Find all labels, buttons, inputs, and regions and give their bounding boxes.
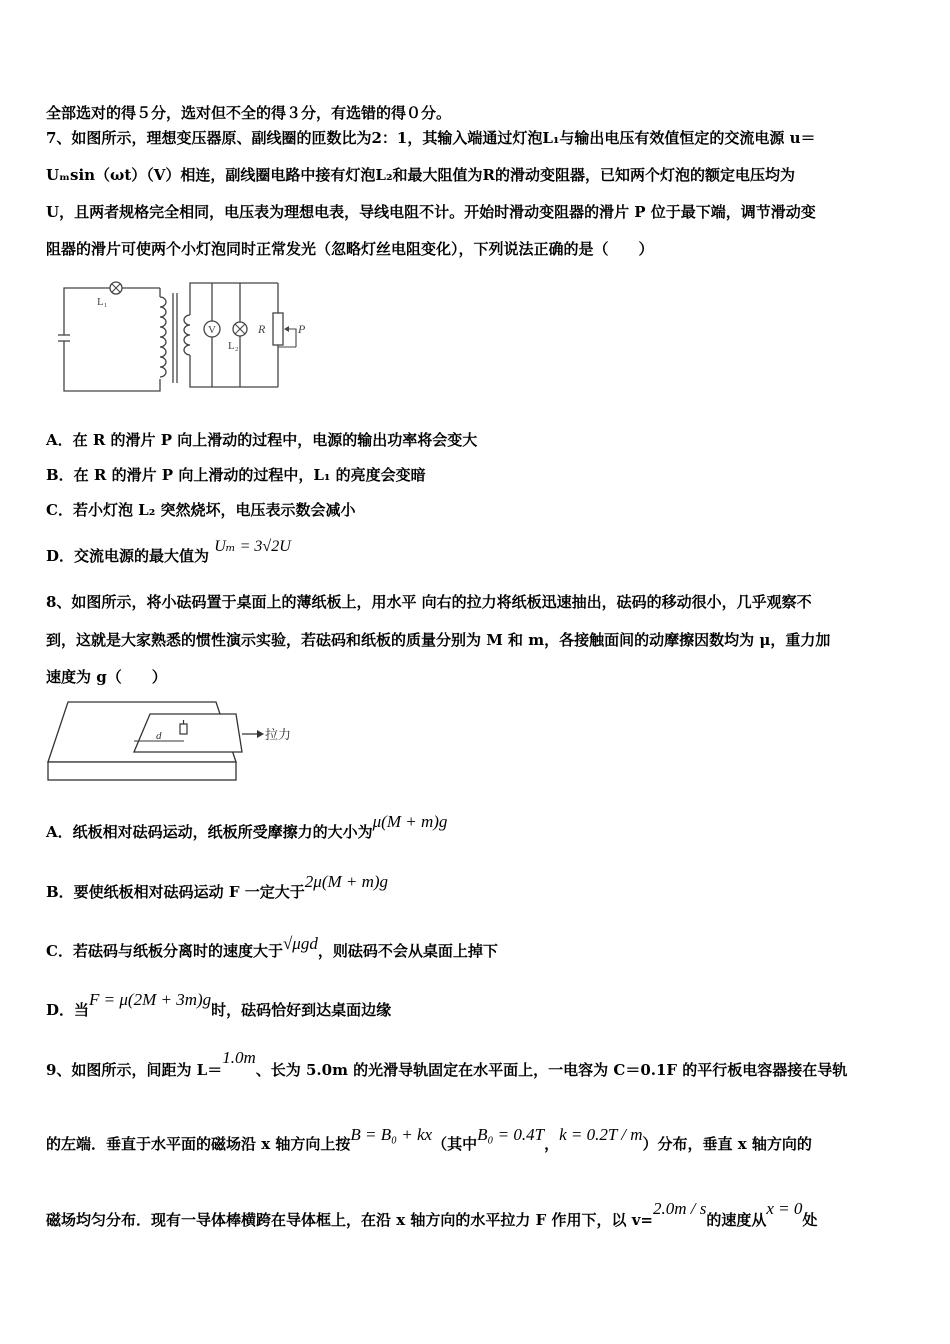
q7-line-2: Uₘsin（ωt）（V）相连，副线圈电路中接有灯泡L₂和最大阻值为R的滑动变阻器，已知两个灯泡的额定电压均为 — [46, 166, 795, 184]
q7-line-4: 阻器的滑片可使两个小灯泡同时正常发光（忽略灯丝电阻变化），下列说法正确的是（ ） — [46, 240, 654, 258]
label-d: d — [156, 730, 162, 742]
q9-formula-x0: x = 0 — [766, 1199, 803, 1218]
q8-option-b — [46, 872, 389, 902]
q9-line-1-formula: 1.0m — [222, 1048, 256, 1067]
q9-formula-b: B = B₀ + kx — [350, 1125, 433, 1144]
q8-option-a — [46, 812, 448, 842]
q8-option-c-tail: ，则砝码不会从桌面上掉下 — [317, 942, 498, 960]
q9-line-2-post: ）分布，垂直 x 轴方向的 — [642, 1135, 812, 1153]
lamp-l1-icon — [110, 282, 122, 294]
label-p: P — [298, 322, 306, 336]
q7-option-d — [46, 538, 291, 567]
q8-line-1: 8、如图所示，将小砝码置于桌面上的薄纸板上，用水平 向右的拉力将纸板迅速抽出，砝码的移动很小，几乎观察不 — [46, 593, 812, 611]
label-l1: L₁ — [97, 296, 108, 308]
intro-line: 全部选对的得５分，选对但不全的得３分，有选错的得０分。 — [46, 104, 452, 122]
q8-option-a-text: A．纸板相对砝码运动，纸板所受摩擦力的大小为 — [46, 823, 373, 841]
q9-line-3-mid: 的速度从 — [706, 1211, 767, 1229]
q9-line-1 — [46, 1048, 848, 1080]
label-l2: L₂ — [228, 340, 239, 352]
q8-option-d-tail: 时，砝码恰好到达桌面边缘 — [211, 1001, 392, 1019]
q9-line-1-pre: 9、如图所示，间距为 L＝ — [46, 1061, 223, 1079]
q7-option-c: C．若小灯泡 L₂ 突然烧坏，电压表示数会减小 — [46, 501, 356, 519]
q9-line-2-mid1: （其中 — [432, 1135, 478, 1153]
q8-option-d — [46, 990, 392, 1020]
q8-line-3: 速度为 g（ ） — [46, 668, 167, 686]
q9-formula-v: 2.0m / s — [653, 1199, 707, 1218]
q7-option-d-text: D．交流电源的最大值为 — [46, 547, 210, 565]
q7-line-3: U，且两者规格完全相同，电压表为理想电表，导线电阻不计。开始时滑动变阻器的滑片 P 位于最下端，调节滑动变 — [46, 203, 816, 221]
q7-option-b: B．在 R 的滑片 P 向上滑动的过程中，L₁ 的亮度会变暗 — [46, 466, 426, 484]
q9-line-2 — [46, 1125, 812, 1154]
q9-line-3 — [46, 1199, 818, 1230]
q9-line-3-pre: 磁场均匀分布．现有一导体棒横跨在导体框上，在沿 x 轴方向的水平拉力 F 作用下，以 v= — [46, 1211, 653, 1229]
q8-option-c-formula: √μgd — [282, 934, 318, 953]
q7-line-1: 7、如图所示，理想变压器原、副线圈的匝数比为2：1，其输入端通过灯泡L₁与输出电压有效值恒定的交流电源 u＝ — [46, 129, 816, 147]
q8-option-c-text: C．若砝码与纸板分离时的速度大于 — [46, 942, 283, 960]
label-pull: 拉力 — [265, 727, 292, 742]
q8-line-2: 到，这就是大家熟悉的惯性演示实验，若砝码和纸板的质量分别为 M 和 m，各接触面间的动摩擦因数均为 μ，重力加 — [46, 631, 831, 649]
lamp-l2-icon — [233, 322, 247, 336]
q7-option-d-formula: Uₘ = 3√2U — [214, 538, 291, 555]
q8-option-c — [46, 934, 498, 961]
q8-option-b-formula: 2μ(M + m)g — [304, 872, 389, 891]
label-v: V — [208, 324, 216, 336]
label-r: R — [258, 322, 266, 336]
q8-option-b-text: B．要使纸板相对砝码运动 F 一定大于 — [46, 883, 305, 901]
q8-option-d-text: D．当 — [46, 1001, 90, 1019]
q9-line-2-pre: 的左端．垂直于水平面的磁场沿 x 轴方向上按 — [46, 1135, 351, 1153]
arrow-right-icon — [257, 730, 264, 738]
rheostat-icon — [273, 313, 296, 347]
inertia-experiment-figure — [44, 698, 314, 786]
q9-line-3-post: 处 — [802, 1211, 818, 1229]
q9-formula-b0: B₀ = 0.4T — [477, 1125, 545, 1144]
transformer-circuit-figure — [50, 275, 320, 400]
q9-line-2-mid2: ， — [544, 1135, 560, 1153]
q9-line-1-post: 、长为 5.0m 的光滑导轨固定在水平面上，一电容为 C＝0.1F 的平行板电容器接在导轨 — [255, 1061, 848, 1079]
voltmeter-icon — [204, 321, 220, 337]
q8-option-a-formula: μ(M + m)g — [372, 812, 448, 831]
q8-option-d-formula: F = μ(2M + 3m)g — [89, 990, 212, 1009]
q7-option-a: A．在 R 的滑片 P 向上滑动的过程中，电源的输出功率将会变大 — [46, 431, 478, 449]
q9-formula-k: k = 0.2T / m — [559, 1125, 643, 1144]
